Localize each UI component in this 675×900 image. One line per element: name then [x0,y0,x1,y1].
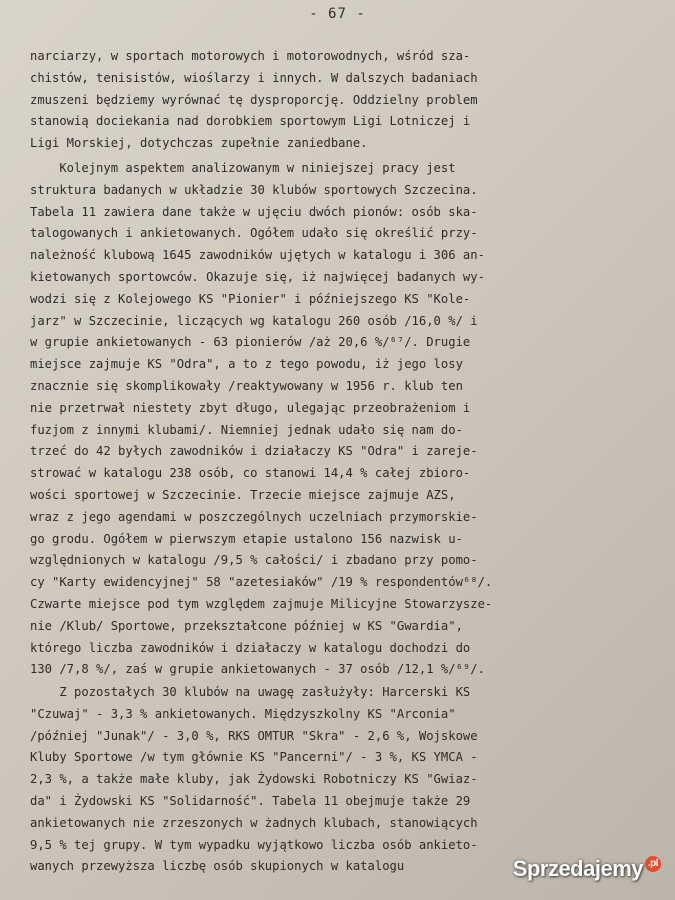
text-line: /później "Junak"/ - 3,0 %, RKS OMTUR "Skra" - 2,6 %, Wojskowe [30,728,478,743]
text-line: fuzjom z innymi klubami/. Niemniej jednak udało się nam do- [30,422,463,437]
text-line: kietowanych sportowców. Okazuje się, iż najwięcej badanych wy- [30,269,485,284]
text-line: struktura badanych w układzie 30 klubów sportowych Szczecina. [30,182,478,197]
text-line: cy "Karty ewidencyjnej" 58 "azetesiaków" /19 % respondentów⁶⁸/. [30,575,493,590]
text-line: Ligi Morskiej, dotychczas zupełnie zaniedbane. [30,136,368,151]
text-line: jarz" w Szczecinie, liczących wg katalogu 260 osób /16,0 %/ i [30,313,478,328]
text-line: chistów, tenisistów, wioślarzy i innych. W dalszych badaniach [30,70,478,85]
text-line: nie /Klub/ Sportowe, przekształcone później w KS "Gwardia", [30,618,463,633]
watermark-logo [513,856,661,882]
watermark-brand: Sprzedajemy [512,856,643,881]
text-line: zmuszeni będziemy wyrównać tę dysproporcję. Oddzielny problem [30,92,478,107]
text-line: "Czuwaj" - 3,3 % ankietowanych. Międzyszkolny KS "Arconia" [30,706,456,721]
text-line: którego liczba zawodników i działaczy w katalogu dochodzi do [30,640,471,655]
text-line: 9,5 % tej grupy. W tym wypadku wyjątkowo liczba osób ankieto- [30,837,478,852]
text-line: 130 /7,8 %/, zaś w grupie ankietowanych - 37 osób /12,1 %/⁶⁹/. [30,662,485,677]
paragraph-3 [30,682,640,878]
text-line: wości sportowej w Szczecinie. Trzecie miejsce zajmuje AZS, [30,487,456,502]
paragraph-2 [30,158,640,681]
text-line: wanych przewyższa liczbę osób skupionych w katalogu [30,859,405,874]
text-line: 2,3 %, a także małe kluby, jak Żydowski Robotniczy KS "Gwiaz- [30,772,478,787]
text-line: stanowią dociekania nad dorobkiem sportowym Ligi Lotniczej i [30,114,471,129]
text-line: ankietowanych nie zrzeszonych w żadnych klubach, stanowiących [30,815,478,830]
text-line: trzeć do 42 byłych zawodników i działaczy KS "Odra" i zareje- [30,444,478,459]
text-line: Tabela 11 zawiera dane także w ujęciu dwóch pionów: osób ska- [30,204,478,219]
text-line: względnionych w katalogu /9,5 % całości/ i zbadano przy pomo- [30,553,478,568]
page-number: - 67 - [309,6,366,22]
text-line: go grodu. Ogółem w pierwszym etapie ustalono 156 nazwisk u- [30,531,463,546]
text-line: talogowanych i ankietowanych. Ogółem udało się określić przy- [30,226,478,241]
text-line: wraz z jego agendami w poszczególnych uczelniach przymorskie- [30,509,478,524]
text-line: wodzi się z Kolejowego KS "Pionier" i późniejszego KS "Kole- [30,291,471,306]
paragraph-1 [30,46,640,155]
text-line: należność klubową 1645 zawodników ujętych w katalogu i 306 an- [30,248,485,263]
text-line: narciarzy, w sportach motorowych i motorowodnych, wśród sza- [30,49,471,63]
text-line: da" i Żydowski KS "Solidarność". Tabela 11 obejmuje także 29 [30,793,471,808]
watermark-tld: .pl [645,856,661,872]
text-line: strować w katalogu 238 osób, co stanowi 14,4 % całej zbioro- [30,466,471,481]
text-line: Kluby Sportowe /w tym głównie KS "Pancerni"/ - 3 %, KS YMCA - [30,750,478,765]
text-line: Kolejnym aspektem analizowanym w niniejszej pracy jest [30,161,456,175]
text-line: Czwarte miejsce pod tym względem zajmuje Milicyjne Stowarzysze- [30,596,493,611]
text-line: miejsce zajmuje KS "Odra", a to z tego powodu, iż jego losy [30,357,463,372]
text-line: w grupie ankietowanych - 63 pionierów /aż 20,6 %/⁶⁷/. Drugie [30,335,471,350]
text-line: nie przetrwał niestety zbyt długo, ulegając przeobrażeniom i [30,400,471,415]
text-line: Z pozostałych 30 klubów na uwagę zasłużyły: Harcerski KS [30,685,471,699]
text-line: znacznie się skomplikowały /reaktywowany w 1956 r. klub ten [30,378,463,393]
